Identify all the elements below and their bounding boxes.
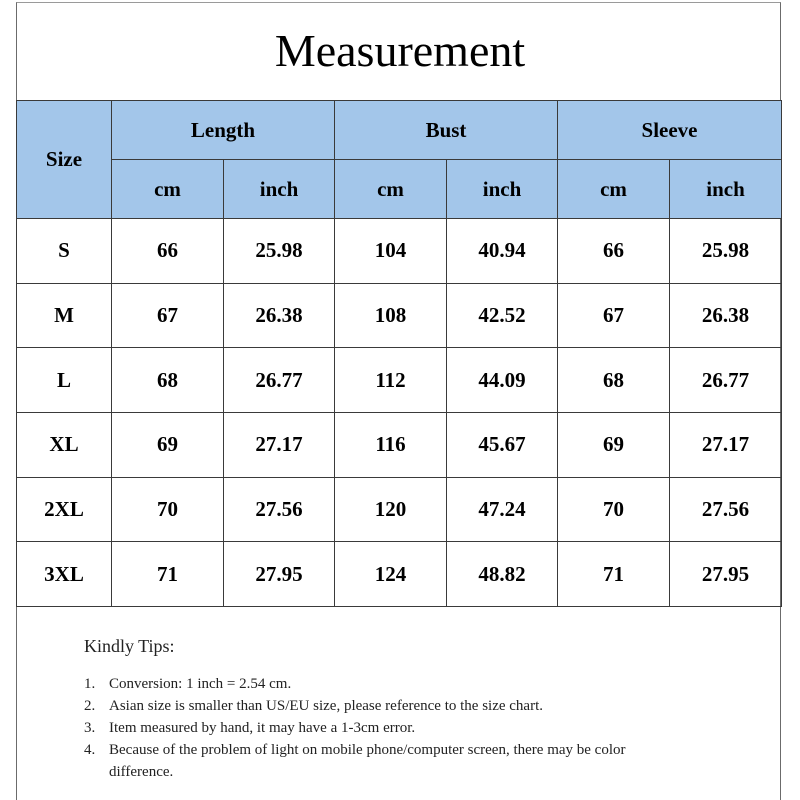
measurement-cell: 66 (112, 219, 224, 284)
measurement-cell: 66 (558, 219, 670, 284)
size-cell: 3XL (17, 542, 112, 607)
bust-group-header: Bust (335, 101, 558, 160)
sleeve-group-header: Sleeve (558, 101, 782, 160)
measurement-cell: 124 (335, 542, 447, 607)
measurement-cell: 25.98 (224, 219, 335, 284)
tip-text: Conversion: 1 inch = 2.54 cm. (109, 676, 292, 692)
table-row (17, 219, 782, 284)
table-header-row (17, 101, 782, 160)
tip-number: 3. (84, 720, 96, 736)
measurement-cell: 120 (335, 477, 447, 542)
table-row (17, 412, 782, 477)
measurement-cell: 27.95 (224, 542, 335, 607)
measurement-cell: 71 (558, 542, 670, 607)
measurement-cell: 27.95 (670, 542, 782, 607)
measurement-cell: 27.17 (224, 412, 335, 477)
measurement-cell: 70 (112, 477, 224, 542)
page-title: Measurement (274, 25, 526, 76)
tip-item (84, 695, 684, 717)
tip-item (84, 739, 684, 783)
unit-header: inch (224, 160, 335, 219)
measurement-cell: 26.38 (670, 283, 782, 348)
size-column-header: Size (17, 101, 112, 219)
measurement-cell: 70 (558, 477, 670, 542)
measurement-cell: 71 (112, 542, 224, 607)
measurement-cell: 47.24 (447, 477, 558, 542)
size-cell: L (17, 348, 112, 413)
length-group-header: Length (112, 101, 335, 160)
size-chart-table (16, 100, 782, 607)
tip-text: Because of the problem of light on mobile phone/computer screen, there may be color difference. (109, 742, 626, 780)
tip-text: Asian size is smaller than US/EU size, please reference to the size chart. (109, 698, 543, 714)
measurement-cell: 112 (335, 348, 447, 413)
measurement-cell: 67 (558, 283, 670, 348)
size-cell: S (17, 219, 112, 284)
unit-header: cm (335, 160, 447, 219)
table-row (17, 542, 782, 607)
unit-header: cm (112, 160, 224, 219)
measurement-cell: 26.77 (670, 348, 782, 413)
measurement-cell: 42.52 (447, 283, 558, 348)
tips-list (84, 673, 684, 783)
table-row (17, 283, 782, 348)
measurement-cell: 108 (335, 283, 447, 348)
measurement-cell: 26.38 (224, 283, 335, 348)
unit-header: cm (558, 160, 670, 219)
measurement-cell: 69 (112, 412, 224, 477)
tip-item (84, 717, 684, 739)
size-cell: 2XL (17, 477, 112, 542)
measurement-cell: 68 (558, 348, 670, 413)
size-cell: XL (17, 412, 112, 477)
measurement-cell: 44.09 (447, 348, 558, 413)
unit-header: inch (447, 160, 558, 219)
measurement-cell: 27.56 (670, 477, 782, 542)
kindly-tips (84, 636, 684, 783)
measurement-cell: 69 (558, 412, 670, 477)
measurement-cell: 68 (112, 348, 224, 413)
tip-number: 2. (84, 698, 96, 714)
table-unit-row (17, 160, 782, 219)
measurement-cell: 45.67 (447, 412, 558, 477)
table-row (17, 477, 782, 542)
tip-text: Item measured by hand, it may have a 1-3cm error. (109, 720, 416, 736)
measurement-cell: 26.77 (224, 348, 335, 413)
measurement-cell: 116 (335, 412, 447, 477)
size-cell: M (17, 283, 112, 348)
measurement-cell: 48.82 (447, 542, 558, 607)
measurement-cell: 27.17 (670, 412, 782, 477)
tips-heading: Kindly Tips: (84, 636, 175, 656)
table-row (17, 348, 782, 413)
measurement-cell: 104 (335, 219, 447, 284)
measurement-cell: 27.56 (224, 477, 335, 542)
tip-number: 1. (84, 676, 96, 692)
tip-item (84, 673, 684, 695)
measurement-cell: 67 (112, 283, 224, 348)
measurement-cell: 25.98 (670, 219, 782, 284)
tip-number: 4. (84, 742, 96, 758)
unit-header: inch (670, 160, 782, 219)
measurement-cell: 40.94 (447, 219, 558, 284)
